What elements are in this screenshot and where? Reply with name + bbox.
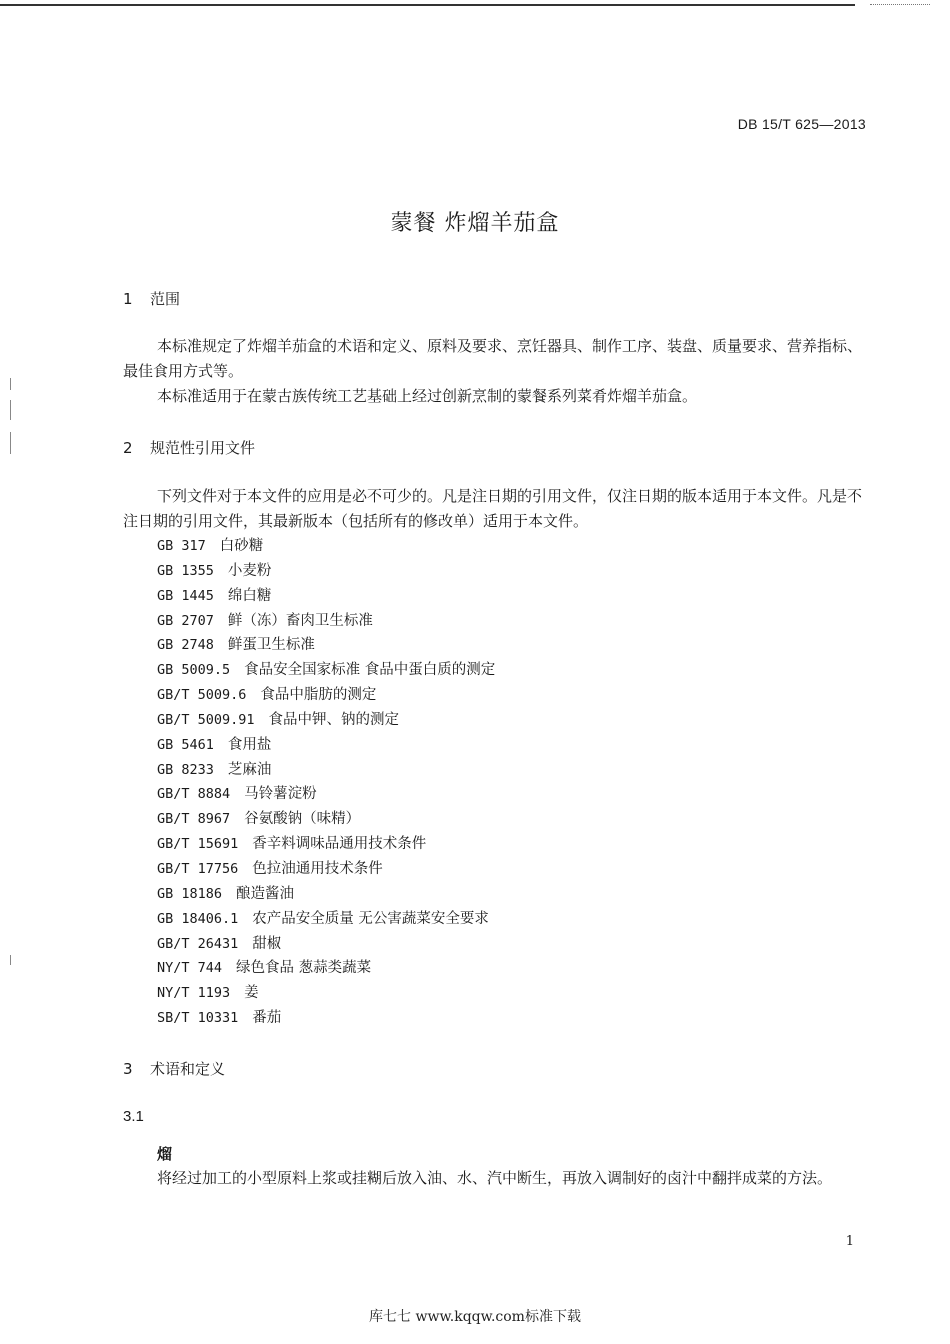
reference-code: GB 18406.1	[157, 910, 239, 927]
reference-name: 姜	[244, 985, 259, 1002]
reference-code: GB/T 26431	[157, 935, 239, 952]
reference-code: GB 317	[157, 538, 206, 554]
reference-item	[157, 708, 495, 733]
reference-item	[157, 609, 495, 634]
reference-code: GB 18186	[157, 885, 223, 902]
reference-code: GB/T 5009.6	[157, 687, 247, 704]
reference-item	[157, 758, 495, 783]
reference-code: GB 2748	[157, 637, 214, 654]
reference-code: NY/T 744	[157, 960, 223, 977]
reference-name: 马铃薯淀粉	[244, 786, 317, 803]
reference-item	[157, 807, 495, 832]
standard-number: DB 15/T 625—2013	[737, 116, 866, 132]
reference-name: 小麦粉	[227, 562, 272, 579]
reference-list	[157, 534, 495, 1031]
reference-item	[157, 832, 495, 857]
reference-code: NY/T 1193	[157, 985, 231, 1002]
document-title: 蒙餐 炸熘羊茄盒	[390, 211, 560, 236]
reference-code: GB/T 17756	[157, 860, 239, 877]
reference-item	[157, 733, 495, 758]
reference-code: GB/T 8884	[157, 786, 231, 803]
section-2-number: 2	[123, 439, 133, 457]
margin-mark	[10, 378, 11, 390]
section-1-number: 1	[123, 290, 133, 308]
term-label: 熘	[157, 1145, 173, 1163]
top-rule-dots	[870, 4, 930, 6]
section-3-heading	[123, 1058, 225, 1079]
page-number: 1	[845, 1234, 854, 1249]
reference-item	[157, 782, 495, 807]
reference-name: 绵白糖	[227, 587, 272, 604]
section-2-heading	[123, 437, 255, 458]
margin-mark	[10, 400, 11, 420]
section-2-title: 规范性引用文件	[150, 439, 256, 457]
reference-name: 食品中脂肪的测定	[260, 687, 377, 704]
reference-name: 食品安全国家标准 食品中蛋白质的测定	[244, 662, 496, 679]
reference-item	[157, 683, 495, 708]
section-1-title: 范围	[150, 290, 181, 308]
reference-item	[157, 932, 495, 957]
reference-name: 鲜蛋卫生标准	[227, 637, 315, 654]
top-rule	[0, 4, 855, 6]
reference-item	[157, 1006, 495, 1031]
reference-name: 谷氨酸钠（味精）	[244, 811, 361, 828]
scope-paragraph-2: 本标准适用于在蒙古族传统工艺基础上经过创新烹制的蒙餐系列菜肴炸熘羊茄盒。	[157, 387, 698, 405]
scope-paragraph-1: 本标准规定了炸熘羊茄盒的术语和定义、原料及要求、烹饪器具、制作工序、装盘、质量要求、营养指标、最佳食用方式等。	[123, 337, 863, 380]
footer-watermark: 库七七 www.kqqw.com标准下载	[369, 1309, 581, 1325]
reference-name: 甜椒	[252, 935, 282, 952]
reference-item	[157, 956, 495, 981]
reference-item	[157, 584, 495, 609]
reference-code: GB 8233	[157, 761, 214, 778]
section-3-number: 3	[123, 1060, 133, 1078]
reference-item	[157, 981, 495, 1006]
reference-name: 食品中钾、钠的测定	[268, 711, 400, 728]
reference-item	[157, 907, 495, 932]
reference-code: GB/T 8967	[157, 811, 231, 828]
reference-item	[157, 882, 495, 907]
reference-item	[157, 633, 495, 658]
reference-item	[157, 857, 495, 882]
reference-name: 色拉油通用技术条件	[252, 860, 383, 877]
reference-code: SB/T 10331	[157, 1010, 239, 1027]
clause-number: 3.1	[123, 1108, 144, 1125]
reference-code: GB 1355	[157, 562, 214, 579]
reference-name: 香辛料调味品通用技术条件	[252, 836, 427, 853]
reference-name: 芝麻油	[227, 761, 272, 778]
reference-code: GB/T 5009.91	[157, 711, 255, 728]
reference-code: GB 5461	[157, 736, 214, 753]
references-intro: 下列文件对于本文件的应用是必不可少的。凡是注日期的引用文件，仅注日期的版本适用于本文件。凡是不注日期的引用文件，其最新版本（包括所有的修改单）适用于本文件。	[123, 487, 863, 530]
reference-name: 白砂糖	[219, 538, 264, 554]
reference-item	[157, 658, 495, 683]
term-definition: 将经过加工的小型原料上浆或挂糊后放入油、水、汽中断生，再放入调制好的卤汁中翻拌成菜的方法。	[157, 1169, 833, 1187]
reference-name: 食用盐	[227, 736, 272, 753]
reference-item	[157, 559, 495, 584]
section-3-title: 术语和定义	[150, 1060, 226, 1078]
reference-code: GB 2707	[157, 612, 214, 629]
reference-code: GB 1445	[157, 587, 214, 604]
margin-mark	[10, 955, 11, 965]
reference-name: 农产品安全质量 无公害蔬菜安全要求	[252, 910, 489, 927]
margin-mark	[10, 432, 11, 454]
reference-code: GB/T 15691	[157, 836, 239, 853]
reference-name: 鲜（冻）畜肉卫生标准	[227, 612, 373, 629]
reference-name: 酿造酱油	[236, 885, 295, 902]
reference-name: 绿色食品 葱蒜类蔬菜	[236, 960, 372, 977]
reference-name: 番茄	[252, 1010, 282, 1027]
reference-code: GB 5009.5	[157, 662, 231, 679]
section-1-heading	[123, 288, 180, 309]
reference-item	[157, 534, 495, 559]
